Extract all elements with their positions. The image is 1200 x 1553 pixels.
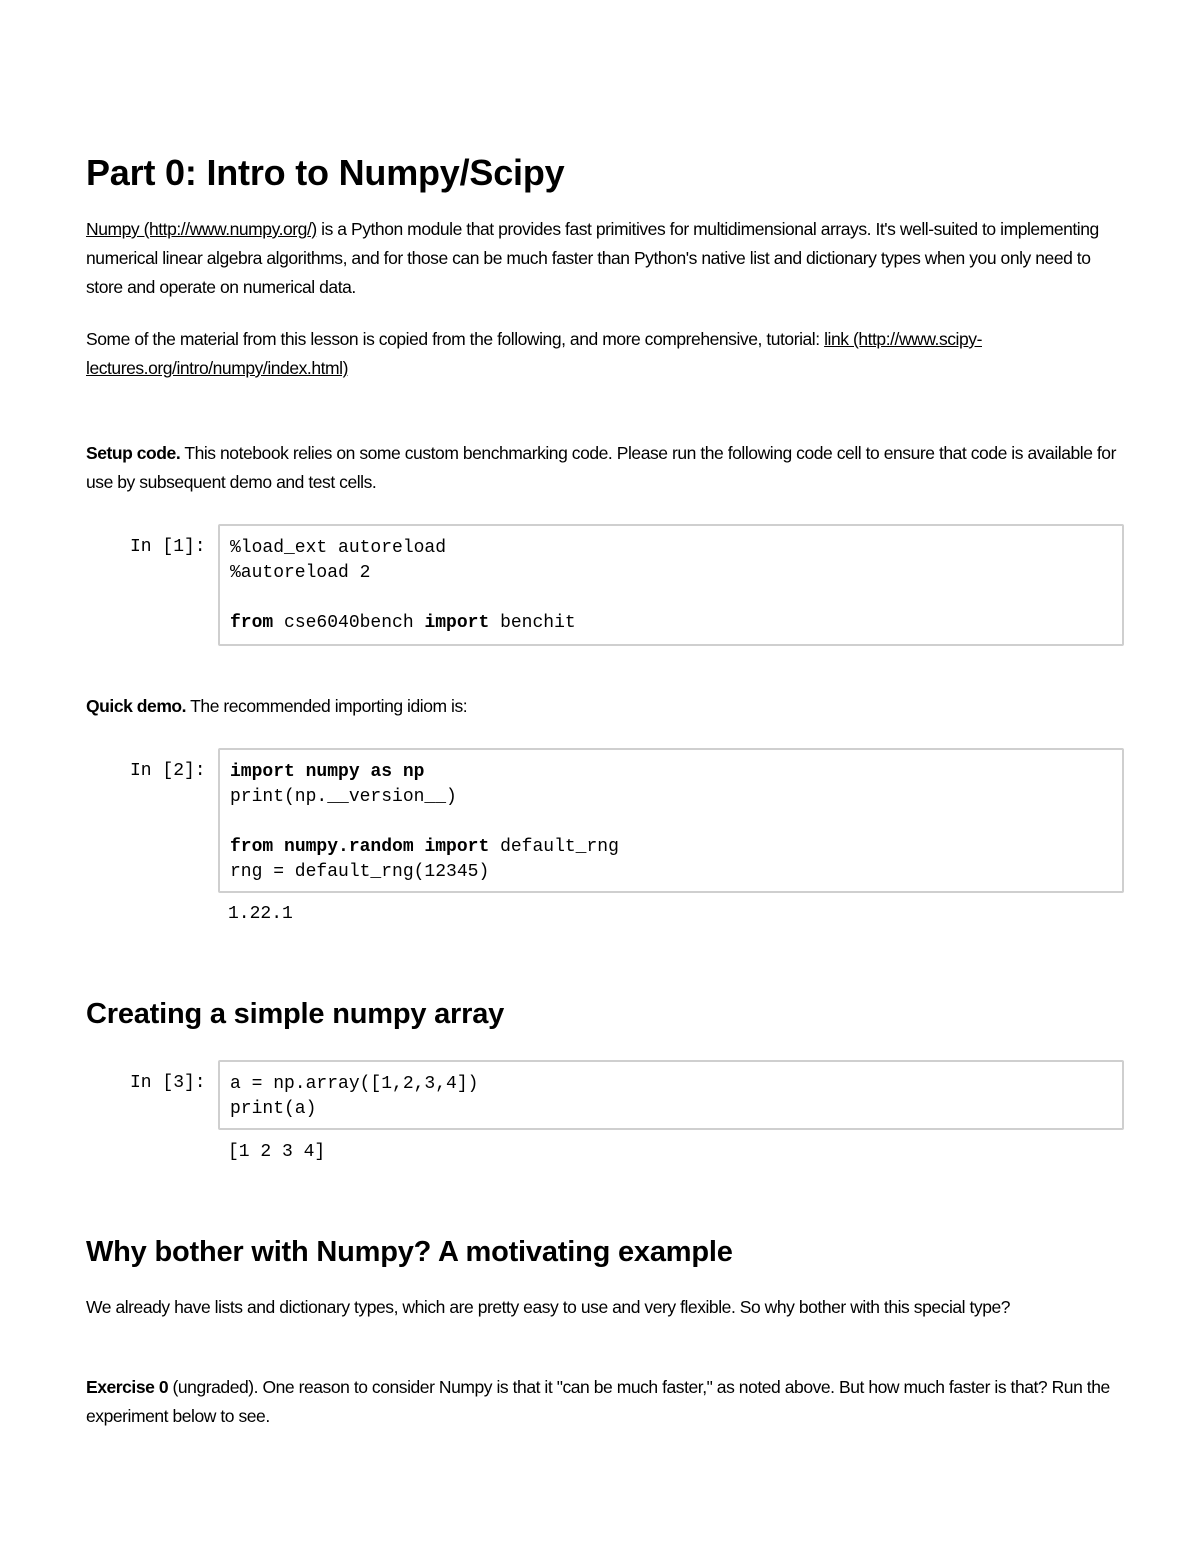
cell-output: [1 2 3 4] xyxy=(228,1142,326,1162)
setup-paragraph xyxy=(86,439,1116,497)
quick-demo-label: Quick demo. xyxy=(86,696,187,716)
quick-demo-text: The recommended importing idiom is: xyxy=(186,696,468,716)
exercise-label: Exercise 0 xyxy=(86,1377,169,1397)
code-line: %load_ext autoreload xyxy=(230,538,447,558)
code-line: print(a) xyxy=(230,1099,317,1119)
section-heading-why-numpy: Why bother with Numpy? A motivating example xyxy=(86,1236,733,1268)
code-editor[interactable] xyxy=(218,1060,1124,1130)
section-heading-creating-array: Creating a simple numpy array xyxy=(86,998,505,1030)
exercise-text: (ungraded). One reason to consider Numpy is that it "can be much faster," as noted above. But how much faster is that? Run the experiment below to see. xyxy=(86,1377,1110,1426)
code-line: from cse6040bench import benchit xyxy=(230,613,576,633)
setup-text: This notebook relies on some custom benchmarking code. Please run the following code cell to ensure that code is available for use by subsequent demo and test cells. xyxy=(86,443,1116,492)
cell-prompt: In [2]: xyxy=(130,761,206,781)
code-editor[interactable] xyxy=(218,524,1124,646)
code-editor[interactable] xyxy=(218,748,1124,893)
code-line: a = np.array([1,2,3,4]) xyxy=(230,1074,479,1094)
page-title: Part 0: Intro to Numpy/Scipy xyxy=(86,152,565,193)
code-line: print(np.__version__) xyxy=(230,787,457,807)
numpy-link[interactable]: Numpy (http://www.numpy.org/) xyxy=(86,219,317,239)
exercise-paragraph xyxy=(86,1373,1116,1431)
quick-demo-paragraph xyxy=(86,692,1116,721)
code-line: import numpy as np xyxy=(230,762,425,782)
code-line-blank xyxy=(230,586,1114,611)
code-line: from numpy.random import default_rng xyxy=(230,837,619,857)
code-line: %autoreload 2 xyxy=(230,563,371,583)
setup-label: Setup code. xyxy=(86,443,181,463)
intro-text: is a Python module that provides fast primitives for multidimensional arrays. It's well-suited to implementing numerical linear algebra algorithms, and for those can be much faster than Python's native list and dictionary types when you only need to store and operate on numerical data. xyxy=(86,219,1099,297)
cell-prompt: In [1]: xyxy=(130,537,206,557)
why-text: We already have lists and dictionary types, which are pretty easy to use and very flexible. So why bother with this special type? xyxy=(86,1297,1011,1317)
why-paragraph xyxy=(86,1293,1116,1322)
cell-prompt: In [3]: xyxy=(130,1073,206,1093)
code-line: rng = default_rng(12345) xyxy=(230,862,490,882)
material-paragraph xyxy=(86,325,1116,383)
cell-output: 1.22.1 xyxy=(228,904,293,924)
material-text: Some of the material from this lesson is copied from the following, and more comprehensive, tutorial: xyxy=(86,329,825,349)
scipy-lectures-link[interactable]: link (http://www.scipy-lectures.org/intro/numpy/index.html) xyxy=(86,329,982,378)
intro-paragraph xyxy=(86,215,1116,302)
code-line-blank xyxy=(230,810,1114,835)
